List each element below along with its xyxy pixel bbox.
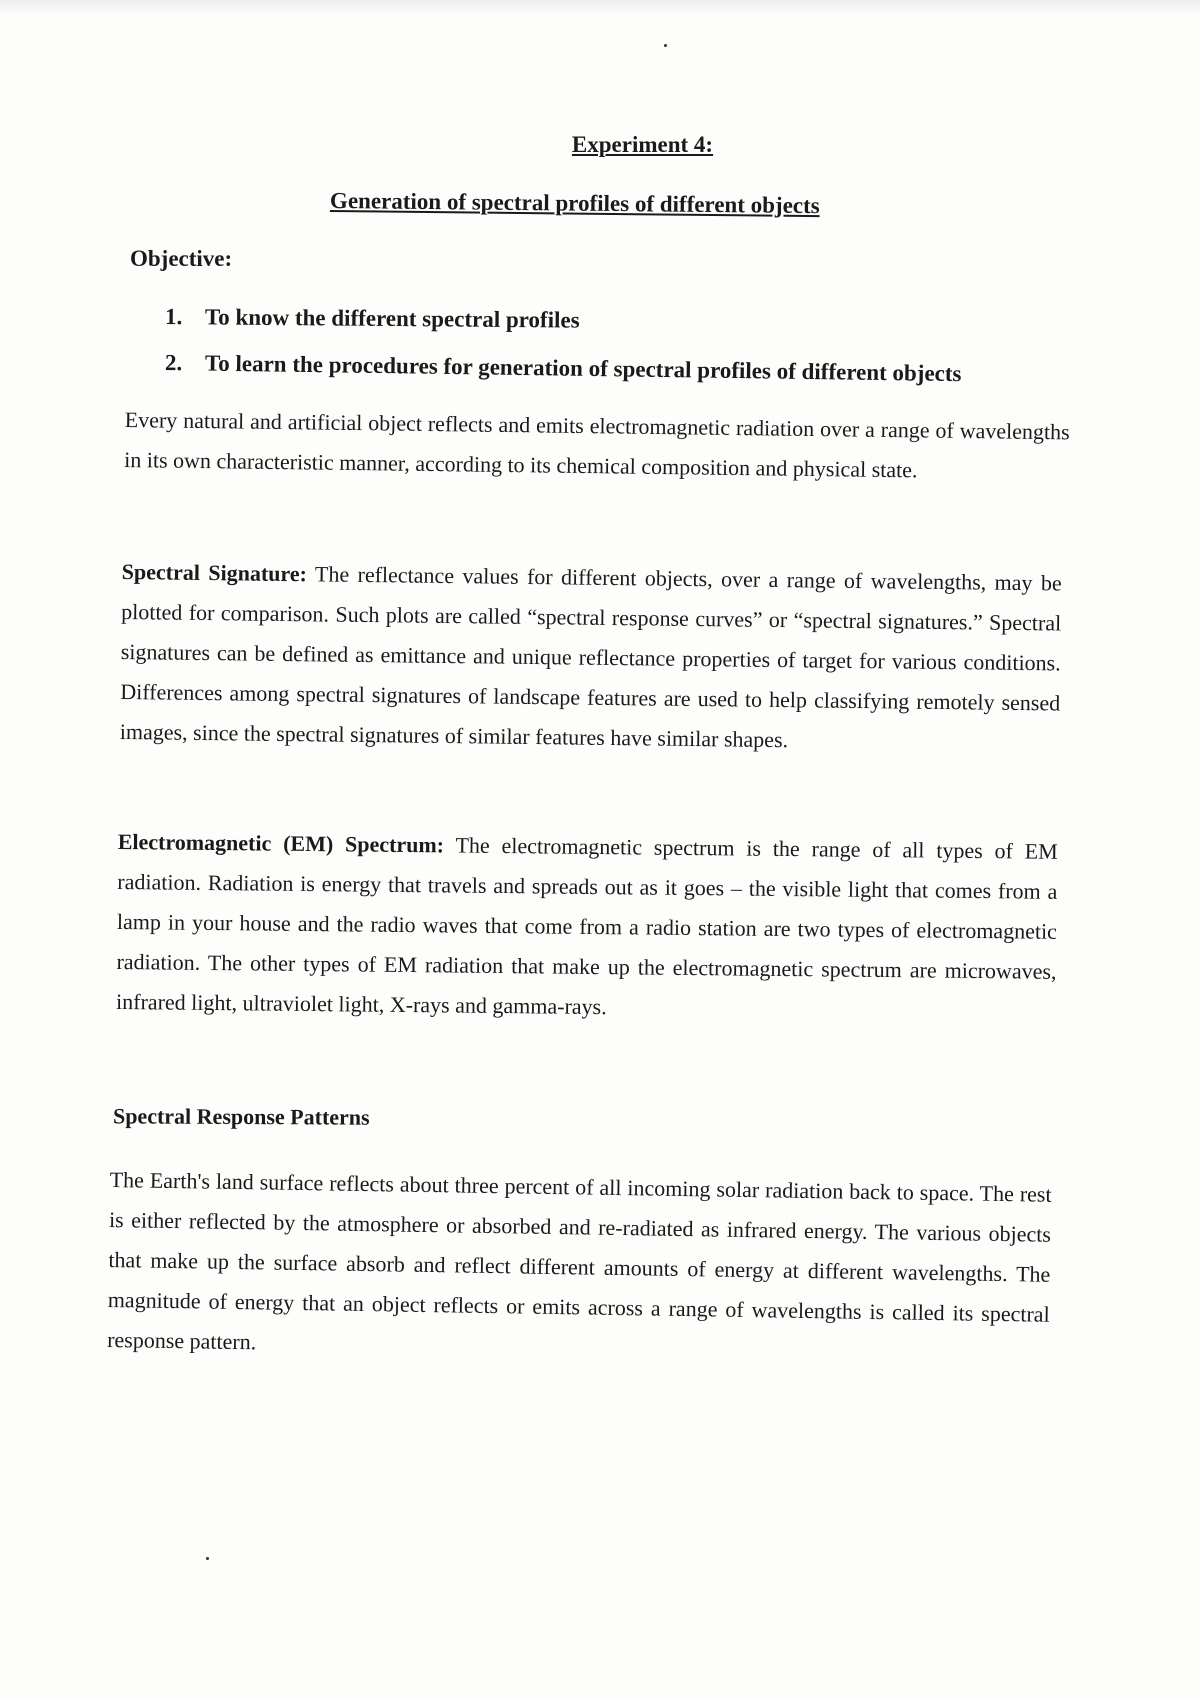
objective-item xyxy=(165,304,962,337)
objective-number: 2. xyxy=(164,350,183,376)
objective-text: To know the different spectral profiles xyxy=(204,304,580,333)
experiment-subtitle: Generation of spectral profiles of different objects xyxy=(329,188,820,219)
em-spectrum-term: Electromagnetic (EM) Spectrum: xyxy=(117,828,445,858)
scan-speck xyxy=(206,1557,209,1560)
spectral-response-heading: Spectral Response Patterns xyxy=(112,1103,370,1130)
objective-number: 1. xyxy=(164,304,183,330)
em-spectrum-paragraph xyxy=(116,822,1058,1032)
objective-heading: Objective: xyxy=(130,246,233,271)
objective-text: To learn the procedures for generation of spectral profiles of different objects xyxy=(204,350,962,387)
intro-paragraph: Every natural and artificial object reflects and emits electromagnetic radiation over a range of wavelengths in its own characteristic manner, according to its chemical composition and physical state. xyxy=(124,406,1070,483)
spectral-signature-paragraph xyxy=(120,552,1062,763)
scan-edge-shadow xyxy=(0,0,1200,14)
spectral-signature-text: The reflectance values for different objects, over a range of wavelengths, may be plotted for comparison. Such plots are called “spectral response curves” or “spectral signatures.” Spectral signatures can be defined as emittance and unique reflectance properties of target for various conditions. Differences among spectral signatures of landscape features are used to help classifying remotely sensed images, since the spectral signatures of similar features have similar shapes. xyxy=(119,561,1062,753)
objective-list xyxy=(165,304,962,396)
scan-speck xyxy=(664,44,667,47)
experiment-title: Experiment 4: xyxy=(571,132,714,157)
objective-item xyxy=(165,350,962,387)
em-spectrum-text: The electromagnetic spectrum is the range of all types of EM radiation. Radiation is energy that travels and spreads out as it goes – the visible light that comes from a lamp in your house and the radio waves that come from a radio station are two types of electromagnetic radiation. The other types of EM radiation that make up the electromagnetic spectrum are microwaves, infrared light, ultraviolet light, X-rays and gamma-rays. xyxy=(115,832,1058,1020)
spectral-signature-term: Spectral Signature: xyxy=(121,558,308,587)
spectral-response-paragraph: The Earth's land surface reflects about three percent of all incoming solar radiation back to space. The rest is either reflected by the atmosphere or absorbed and re-radiated as infrared energy. The various objects that make up the surface absorb and reflect different amounts of energy at different wavelengths. The magnitude of energy that an object reflects or emits across a range of wavelengths is called its spectral response pattern. xyxy=(106,1166,1052,1355)
